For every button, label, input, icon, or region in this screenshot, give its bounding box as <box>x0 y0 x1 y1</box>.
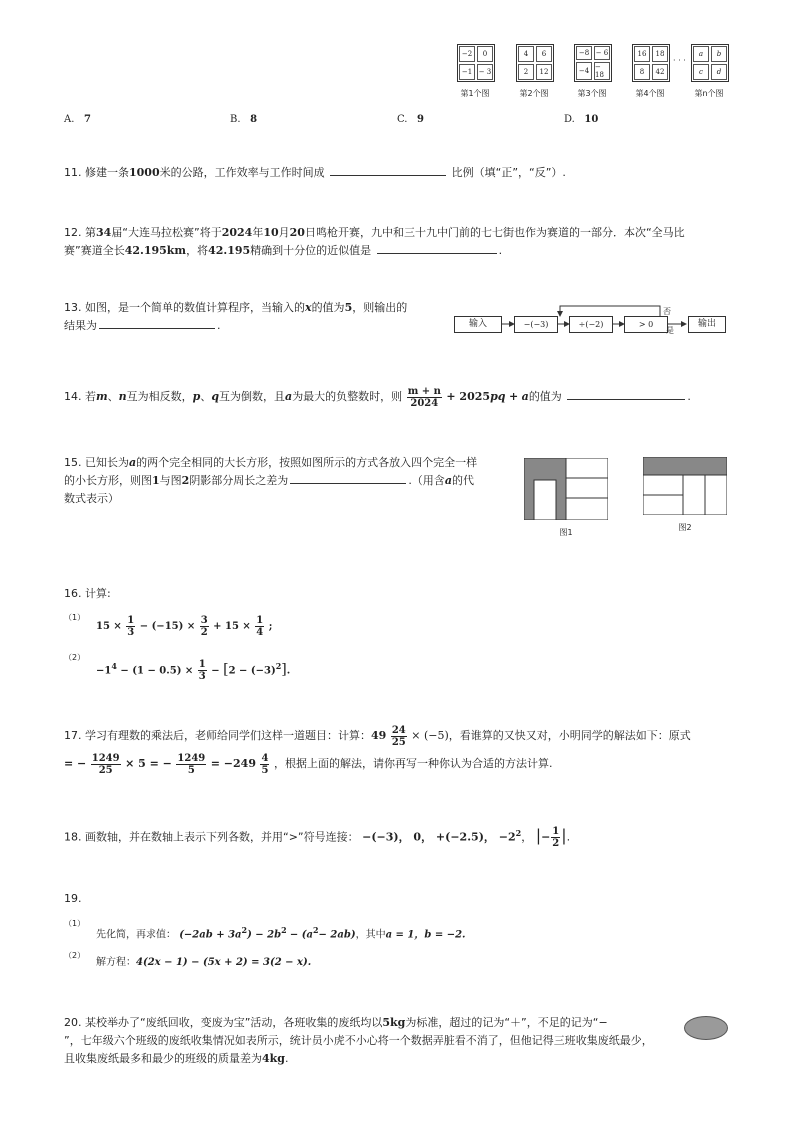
sub-label-2: （2） <box>64 653 86 662</box>
figure-1-caption: 图1 <box>559 528 573 537</box>
question-19-1: 先化简，再求值： $(-2ab + 3a^2) - 2b^2 - (a^2- 2ab)$，其中a = 1，b = −2. <box>96 925 466 941</box>
pattern-cell: −2 <box>459 46 475 62</box>
pattern-figures <box>455 44 735 104</box>
flow-condition: > 0 <box>624 316 668 333</box>
pattern-cell: 2 <box>518 64 534 80</box>
pattern-caption: 第3个图 <box>577 89 607 98</box>
pattern-cell: c <box>693 64 709 80</box>
flow-step-1: −(−3) <box>514 316 558 333</box>
sub-label-1: （1） <box>64 613 86 622</box>
answer-blank[interactable] <box>99 317 215 329</box>
pattern-cell: 4 <box>518 46 534 62</box>
pattern-cell: − 18 <box>594 62 610 80</box>
pattern-cell: 8 <box>634 64 650 80</box>
answer-blank[interactable] <box>377 242 497 254</box>
question-19-title: 19. <box>64 892 82 905</box>
figure-2-caption: 图2 <box>678 523 692 532</box>
pattern-cell: −4 <box>576 62 592 80</box>
pattern-1 <box>457 44 505 99</box>
pattern-cell: d <box>711 64 727 80</box>
pattern-cell: 0 <box>477 46 493 62</box>
question-11: 11. 修建一条1000米的公路，工作效率与工作时间成 比例（填“正”，“反”）. <box>64 166 566 179</box>
figure-2 <box>643 457 727 532</box>
expression-16-1: 15 × $\frac{1}{3}$ − (−15) × $\frac{3}{2}$ + 15 × $\frac{1}{4}$ ; <box>96 615 273 638</box>
option-c: C. 9 <box>397 114 424 125</box>
question-13: 13. 如图，是一个简单的数值计算程序，当输入的x的值为5，则输出的 结果为 . <box>64 301 408 332</box>
pattern-caption: 第1个图 <box>460 89 490 98</box>
flow-step-2: ÷(−2) <box>569 316 613 333</box>
pattern-caption: 第2个图 <box>519 89 549 98</box>
question-16-title: 16. 计算: <box>64 587 111 600</box>
flowchart <box>452 302 732 338</box>
question-19-2: 解方程：4(2x − 1) − (5x + 2) = 3(2 − x). <box>96 957 312 968</box>
flow-yes-label: 是 <box>666 326 674 335</box>
pattern-n <box>691 44 739 99</box>
question-18: 18. 画数轴，并在数轴上表示下列各数，并用“>”符号连接： −(−3)， 0， +(−2.5)， $-2^2$， |− $\frac{1}{2}$ |. <box>64 825 571 850</box>
flow-output-box: 输出 <box>688 316 726 333</box>
sub-label-1: （1） <box>64 919 86 928</box>
question-12: 12. 第34届“大连马拉松赛”将于2024年10月20日鸣枪开赛，九中和三十九中门前的七七街也作为赛道的一部分．本次“全马比 赛”赛道全长42.195km，将42.195精确到十分位的近似值是 . <box>64 226 685 257</box>
pattern-cell: 18 <box>652 46 668 62</box>
pattern-cell: − 6 <box>594 46 610 60</box>
question-17: 17. 学习有理数的乘法后，老师给同学们这样一道题目：计算：49 $\frac{24}{25}$ × (−5)，看谁算的又快又对，小明同学的解法如下：原式 = − $\frac{1249}{25}$ × 5 = − $\frac{1249}{5}$ = −249 $\frac{4}{5}$ ，根据上面的解法，请你再写一种你认为合适的方法计算. <box>64 724 691 776</box>
option-b: B. 8 <box>230 114 258 125</box>
pattern-cell: a <box>693 46 709 62</box>
gray-oval-button[interactable] <box>684 1016 728 1040</box>
pattern-cell: 42 <box>652 64 668 80</box>
answer-blank[interactable] <box>290 472 406 484</box>
pattern-cell: 12 <box>536 64 552 80</box>
sub-label-2: （2） <box>64 951 86 960</box>
expression-16-2: $-1^4 - (1 - 0.5)$ × $\frac{1}{3}$ − $[2 - (-3)^2]$. <box>96 659 291 683</box>
pattern-caption: 第n个图 <box>694 89 724 98</box>
pattern-4 <box>632 44 680 99</box>
pattern-caption: 第4个图 <box>635 89 665 98</box>
ellipsis: · · · <box>673 56 686 65</box>
option-d: D. 10 <box>564 114 599 125</box>
pattern-3 <box>574 44 622 99</box>
question-20: 20. 某校举办了“废纸回收，变废为宝”活动，各班收集的废纸均以5kg为标准，超过的记为“＋”，不足的记为“− ”，七年级六个班级的废纸收集情况如表所示，统计员小虎不小心将一个数据弄脏看不消了，但他记得三班收集废纸最少， 且收集废纸最多和最少的班级的质量差为4kg. <box>64 1016 653 1065</box>
answer-blank[interactable] <box>567 388 685 400</box>
flow-input-box: 输入 <box>454 316 502 333</box>
pattern-cell: −8 <box>576 46 592 60</box>
fraction: $\frac{m + n}{2024}$ <box>407 385 441 409</box>
figure-1 <box>524 458 608 537</box>
pattern-cell: − 3 <box>477 64 493 80</box>
pattern-cell: b <box>711 46 727 62</box>
pattern-cell: 16 <box>634 46 650 62</box>
pattern-2 <box>516 44 564 99</box>
figure-2-drawing <box>643 457 727 515</box>
flow-no-label: 否 <box>663 307 671 316</box>
question-14: 14. 若m、n互为相反数，p、q互为倒数，且a为最大的负整数时，则 $\frac{m + n}{2024}$ + 2025pq + a的值为 . <box>64 385 691 409</box>
question-15: 15. 已知长为a的两个完全相同的大长方形，按照如图所示的方式各放入四个完全一样 的小长方形，则图1与图2阴影部分周长之差为 .（用含a的代 数式表示） <box>64 456 478 505</box>
pattern-cell: −1 <box>459 64 475 80</box>
pattern-cell: 6 <box>536 46 552 62</box>
answer-blank[interactable] <box>330 164 446 176</box>
option-a: A. 7 <box>64 114 91 125</box>
figure-1-drawing <box>524 458 608 520</box>
